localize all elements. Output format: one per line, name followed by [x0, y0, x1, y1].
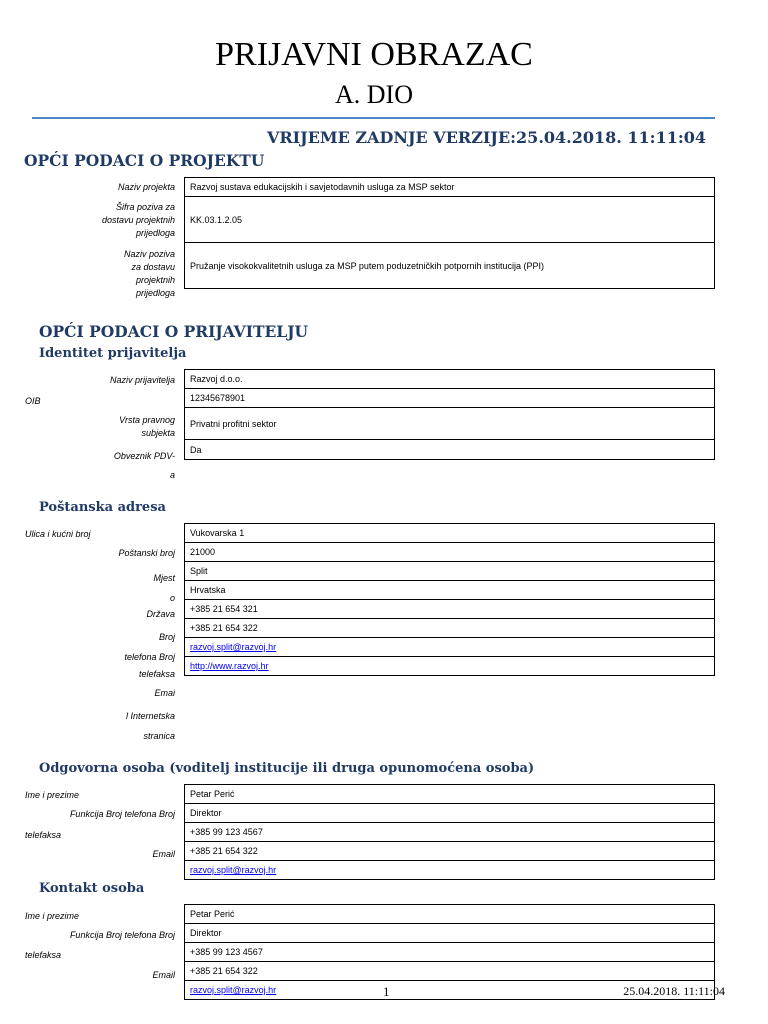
responsible-name-label: Ime i prezime [25, 790, 80, 800]
project-name-label: Naziv projekta [117, 182, 175, 192]
legal-type-value: Privatni profitni sektor [185, 408, 715, 440]
email-link[interactable]: razvoj.split@razvoj.hr [190, 642, 277, 652]
email-label: Emai [154, 688, 175, 698]
street-label: Ulica i kućni broj [25, 529, 91, 539]
contact-function-label: Funkcija Broj telefona Broj [69, 930, 175, 940]
project-heading: OPĆI PODACI O PROJEKTU [24, 151, 265, 170]
country-value: Hrvatska [185, 581, 715, 600]
postal-address-table [184, 523, 715, 676]
responsible-fax-value: +385 21 654 322 [185, 842, 715, 861]
responsible-function-value: Direktor [185, 804, 715, 823]
contact-name-label: Ime i prezime [25, 911, 80, 921]
call-code-value: KK.03.1.2.05 [185, 197, 715, 243]
page-number: 1 [383, 984, 390, 999]
street-value: Vukovarska 1 [185, 524, 715, 543]
responsible-name-value: Petar Perić [185, 785, 715, 804]
identity-heading: Identitet prijavitelja [39, 346, 187, 361]
call-name-value: Pružanje visokokvalitetnih usluga za MSP putem poduzetničkih potpornih institucija (PPI) [185, 243, 715, 289]
contact-fax-label: telefaksa [25, 950, 62, 960]
header-divider [32, 117, 715, 119]
responsible-email-link[interactable]: razvoj.split@razvoj.hr [190, 865, 277, 875]
oib-label: OIB [25, 396, 41, 406]
responsible-fax-label: telefaksa [25, 830, 62, 840]
postal-code-value: 21000 [185, 543, 715, 562]
postal-address-heading: Poštanska adresa [39, 500, 166, 515]
project-table [184, 177, 715, 289]
call-code-label: Šifra poziva za dostavu projektnih prijedloga [101, 202, 175, 238]
applicant-name-value: Razvoj d.o.o. [185, 370, 715, 389]
phone-value: +385 21 654 321 [185, 600, 715, 619]
contact-fax-value: +385 21 654 322 [185, 962, 715, 981]
call-name-label: Naziv poziva za dostavu projektnih prijedloga [123, 249, 175, 298]
contact-email-label: Email [152, 970, 175, 980]
fax-label: telefaksa [138, 669, 175, 679]
footer-timestamp: 25.04.2018. 11:11:04 [623, 984, 725, 998]
vat-label: Obveznik PDV- a [113, 451, 175, 480]
contact-person-heading: Kontakt osoba [39, 881, 145, 896]
responsible-person-table [184, 784, 715, 880]
website-label: l Internetska stranica [125, 711, 175, 741]
oib-value: 12345678901 [185, 389, 715, 408]
responsible-function-label: Funkcija Broj telefona Broj [69, 809, 175, 819]
version-label: VRIJEME ZADNJE VERZIJE:25.04.2018. 11:11:04 [266, 128, 706, 147]
responsible-phone-value: +385 99 123 4567 [185, 823, 715, 842]
postal-code-label: Poštanski broj [118, 548, 175, 558]
website-link[interactable]: http://www.razvoj.hr [190, 661, 269, 671]
vat-value: Da [185, 440, 715, 460]
contact-email-link[interactable]: razvoj.split@razvoj.hr [190, 985, 277, 995]
legal-type-label: Vrsta pravnog subjekta [119, 415, 175, 438]
responsible-person-heading: Odgovorna osoba (voditelj institucije ili druga opunomoćena osoba) [39, 761, 535, 776]
fax-value: +385 21 654 322 [185, 619, 715, 638]
applicant-table [184, 369, 715, 460]
phone-label: Broj telefona Broj [124, 632, 175, 662]
applicant-heading: OPĆI PODACI O PRIJAVITELJU [39, 322, 309, 341]
city-label: Mjest o [153, 573, 175, 603]
contact-function-value: Direktor [185, 924, 715, 943]
project-name-value: Razvoj sustava edukacijskih i savjetodavnih usluga za MSP sektor [185, 178, 715, 197]
document-subtitle: A. DIO [335, 80, 413, 109]
document-title: PRIJAVNI OBRAZAC [215, 36, 533, 73]
contact-name-value: Petar Perić [185, 905, 715, 924]
responsible-email-label: Email [152, 849, 175, 859]
city-value: Split [185, 562, 715, 581]
contact-phone-value: +385 99 123 4567 [185, 943, 715, 962]
applicant-name-label: Naziv prijavitelja [109, 375, 175, 385]
country-label: Država [146, 609, 175, 619]
